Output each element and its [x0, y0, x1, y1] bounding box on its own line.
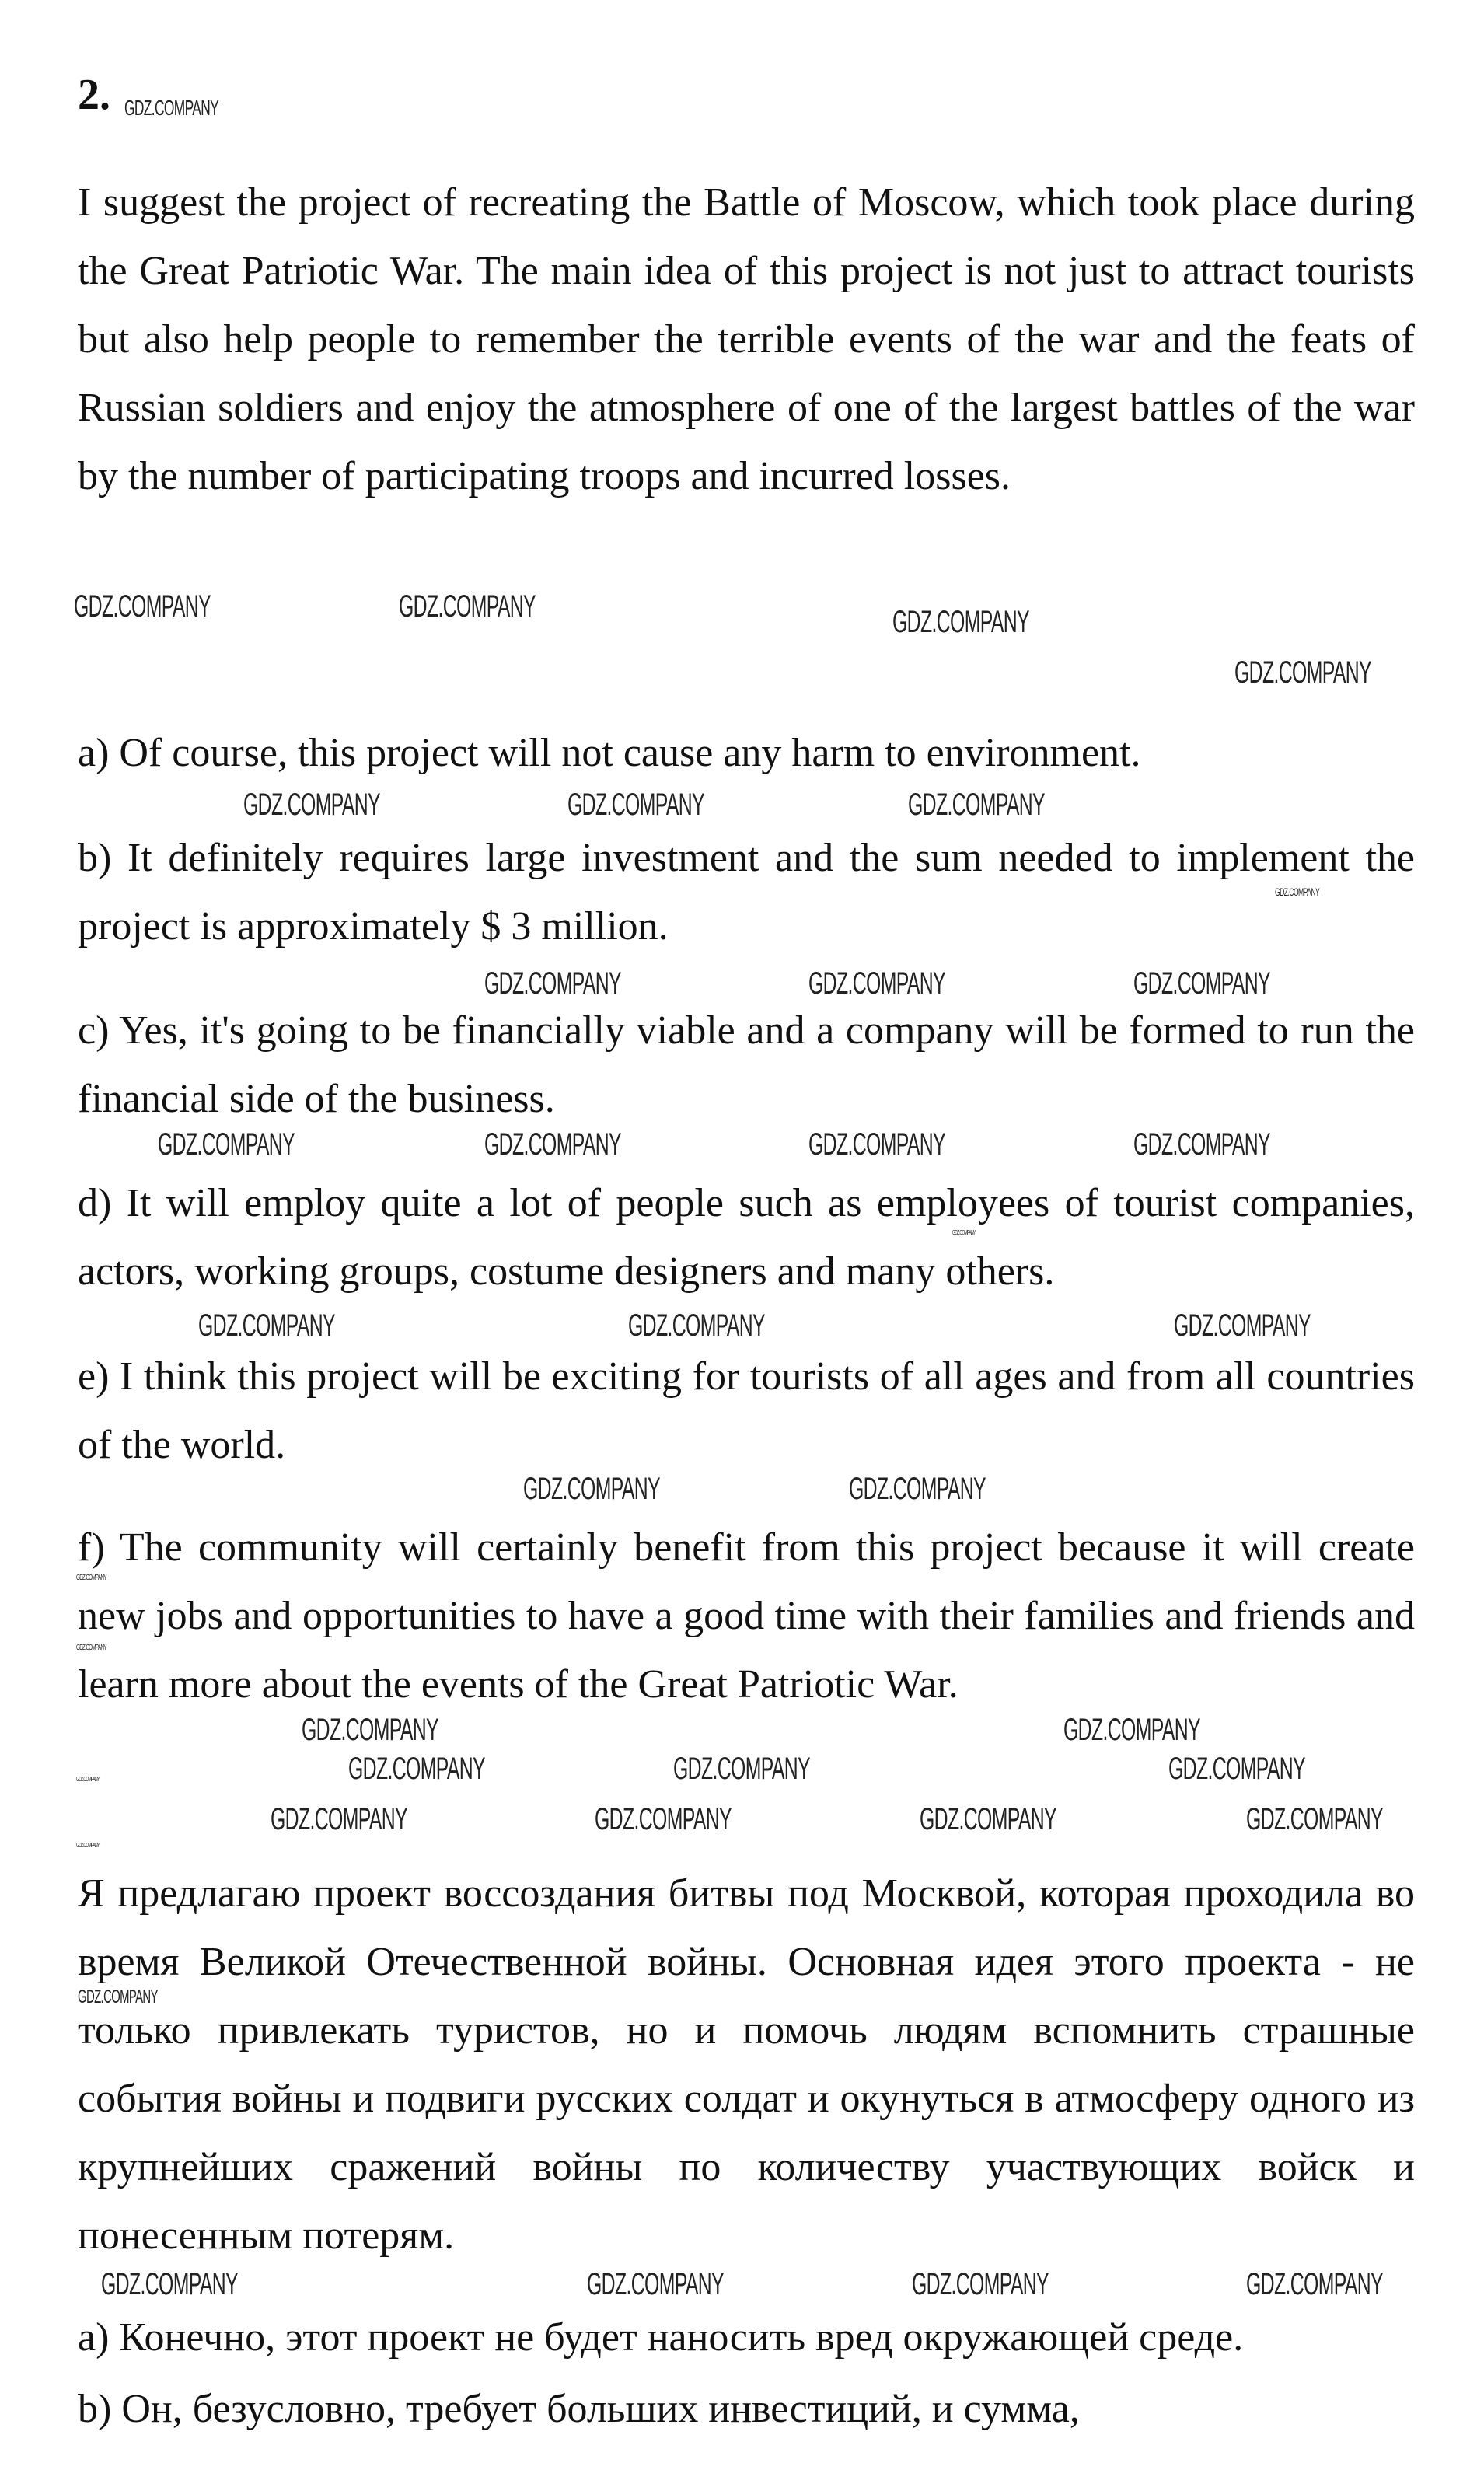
- watermark-text: GDZ.COMPANY: [1133, 966, 1270, 1001]
- answer-a-en: a) Of course, this project will not cause any harm to environment.: [78, 731, 1141, 775]
- answer-b-ru: b) Он, безусловно, требует больших инвестиций, и сумма,: [78, 2387, 1080, 2431]
- watermark-text: GDZ.COMPANY: [78, 1986, 158, 2007]
- task-number: 2.: [78, 71, 110, 119]
- watermark-text: GDZ.COMPANY: [849, 1472, 986, 1506]
- watermark-text: GDZ.COMPANY: [808, 966, 945, 1001]
- watermark-text: GDZ.COMPANY: [595, 1802, 732, 1836]
- watermark-text: GDZ.COMPANY: [912, 2267, 1049, 2301]
- watermark-text: GDZ.COMPANY: [76, 1574, 106, 1582]
- watermark-text: GDZ.COMPANY: [302, 1713, 438, 1747]
- watermark-text: GDZ.COMPANY: [1234, 655, 1371, 690]
- watermark-text: GDZ.COMPANY: [101, 2267, 238, 2301]
- watermark-text: GDZ.COMPANY: [628, 1308, 765, 1343]
- watermark-text: GDZ.COMPANY: [1063, 1713, 1200, 1747]
- answer-c-en: c) Yes, it's going to be financially viable and a company will be formed to run the financial side of the business.: [78, 1008, 1415, 1121]
- answer-a-ru: a) Конечно, этот проект не будет наносить вред окружающей среде.: [78, 2315, 1244, 2360]
- watermark-text: GDZ.COMPANY: [673, 1752, 810, 1786]
- watermark-text: GDZ.COMPANY: [892, 605, 1029, 639]
- watermark-text: GDZ.COMPANY: [348, 1752, 485, 1786]
- watermark-text: GDZ.COMPANY: [243, 788, 380, 822]
- watermark-text: GDZ.COMPANY: [484, 966, 621, 1001]
- watermark-text: GDZ.COMPANY: [587, 2267, 724, 2301]
- watermark-text: GDZ.COMPANY: [198, 1308, 335, 1343]
- answer-f-en: f) The community will certainly benefit from this project because it will create new jobs and opportunities to have a good time with their families and friends and learn more about the events of the Great Patriotic War.: [78, 1525, 1415, 1707]
- watermark-text: GDZ.COMPANY: [76, 1776, 100, 1783]
- watermark-text: GDZ.COMPANY: [271, 1802, 407, 1836]
- watermark-text: GDZ.COMPANY: [567, 788, 704, 822]
- answer-d-en: d) It will employ quite a lot of people such as employees of tourist companies, actors, working groups, costume designers and many others.: [78, 1181, 1415, 1294]
- watermark-text: GDZ.COMPANY: [1133, 1127, 1270, 1162]
- watermark-text: GDZ.COMPANY: [158, 1127, 295, 1162]
- watermark-text: GDZ.COMPANY: [74, 589, 211, 624]
- watermark-text: GDZ.COMPANY: [1246, 1802, 1383, 1836]
- watermark-text: GDZ.COMPANY: [1246, 2267, 1383, 2301]
- answer-b-en: b) It definitely requires large investment and the sum needed to implement the project is approximately $ 3 million.: [78, 836, 1415, 949]
- watermark-text: GDZ.COMPANY: [1275, 886, 1320, 898]
- watermark-text: GDZ.COMPANY: [76, 1644, 106, 1652]
- watermark-text: GDZ.COMPANY: [76, 1842, 100, 1849]
- watermark-text: GDZ.COMPANY: [808, 1127, 945, 1162]
- watermark-text: GDZ.COMPANY: [920, 1802, 1056, 1836]
- watermark-text: GDZ.COMPANY: [523, 1472, 660, 1506]
- english-intro-paragraph: I suggest the project of recreating the Battle of Moscow, which took place during the Great Patriotic War. The main idea of this project is not just to attract tourists but also help people to remember the terrible events of the war and the feats of Russian soldiers and enjoy the atmosphere of one of the largest battles of the war by the number of participating troops and incurred losses.: [78, 180, 1415, 498]
- russian-intro-paragraph: Я предлагаю проект воссоздания битвы под Москвой, которая проходила во время Великой Отечественной войны. Основная идея этого проекта - не только привлекать туристов, но и помочь людям вспомнить страшные события войны и подвиги русских солдат и окунуться в атмосферу одного из крупнейших сражений войны по количеству участвующих войск и понесенным потерям.: [78, 1871, 1415, 2258]
- watermark-text: GDZ.COMPANY: [484, 1127, 621, 1162]
- watermark-text: GDZ.COMPANY: [124, 96, 219, 120]
- watermark-text: GDZ.COMPANY: [908, 788, 1045, 822]
- watermark-text: GDZ.COMPANY: [1174, 1308, 1311, 1343]
- watermark-text: GDZ.COMPANY: [1168, 1752, 1305, 1786]
- watermark-text: GDZ.COMPANY: [399, 589, 536, 624]
- watermark-text: GDZ.COMPANY: [952, 1229, 976, 1236]
- answer-e-en: e) I think this project will be exciting for tourists of all ages and from all countries of the world.: [78, 1354, 1415, 1467]
